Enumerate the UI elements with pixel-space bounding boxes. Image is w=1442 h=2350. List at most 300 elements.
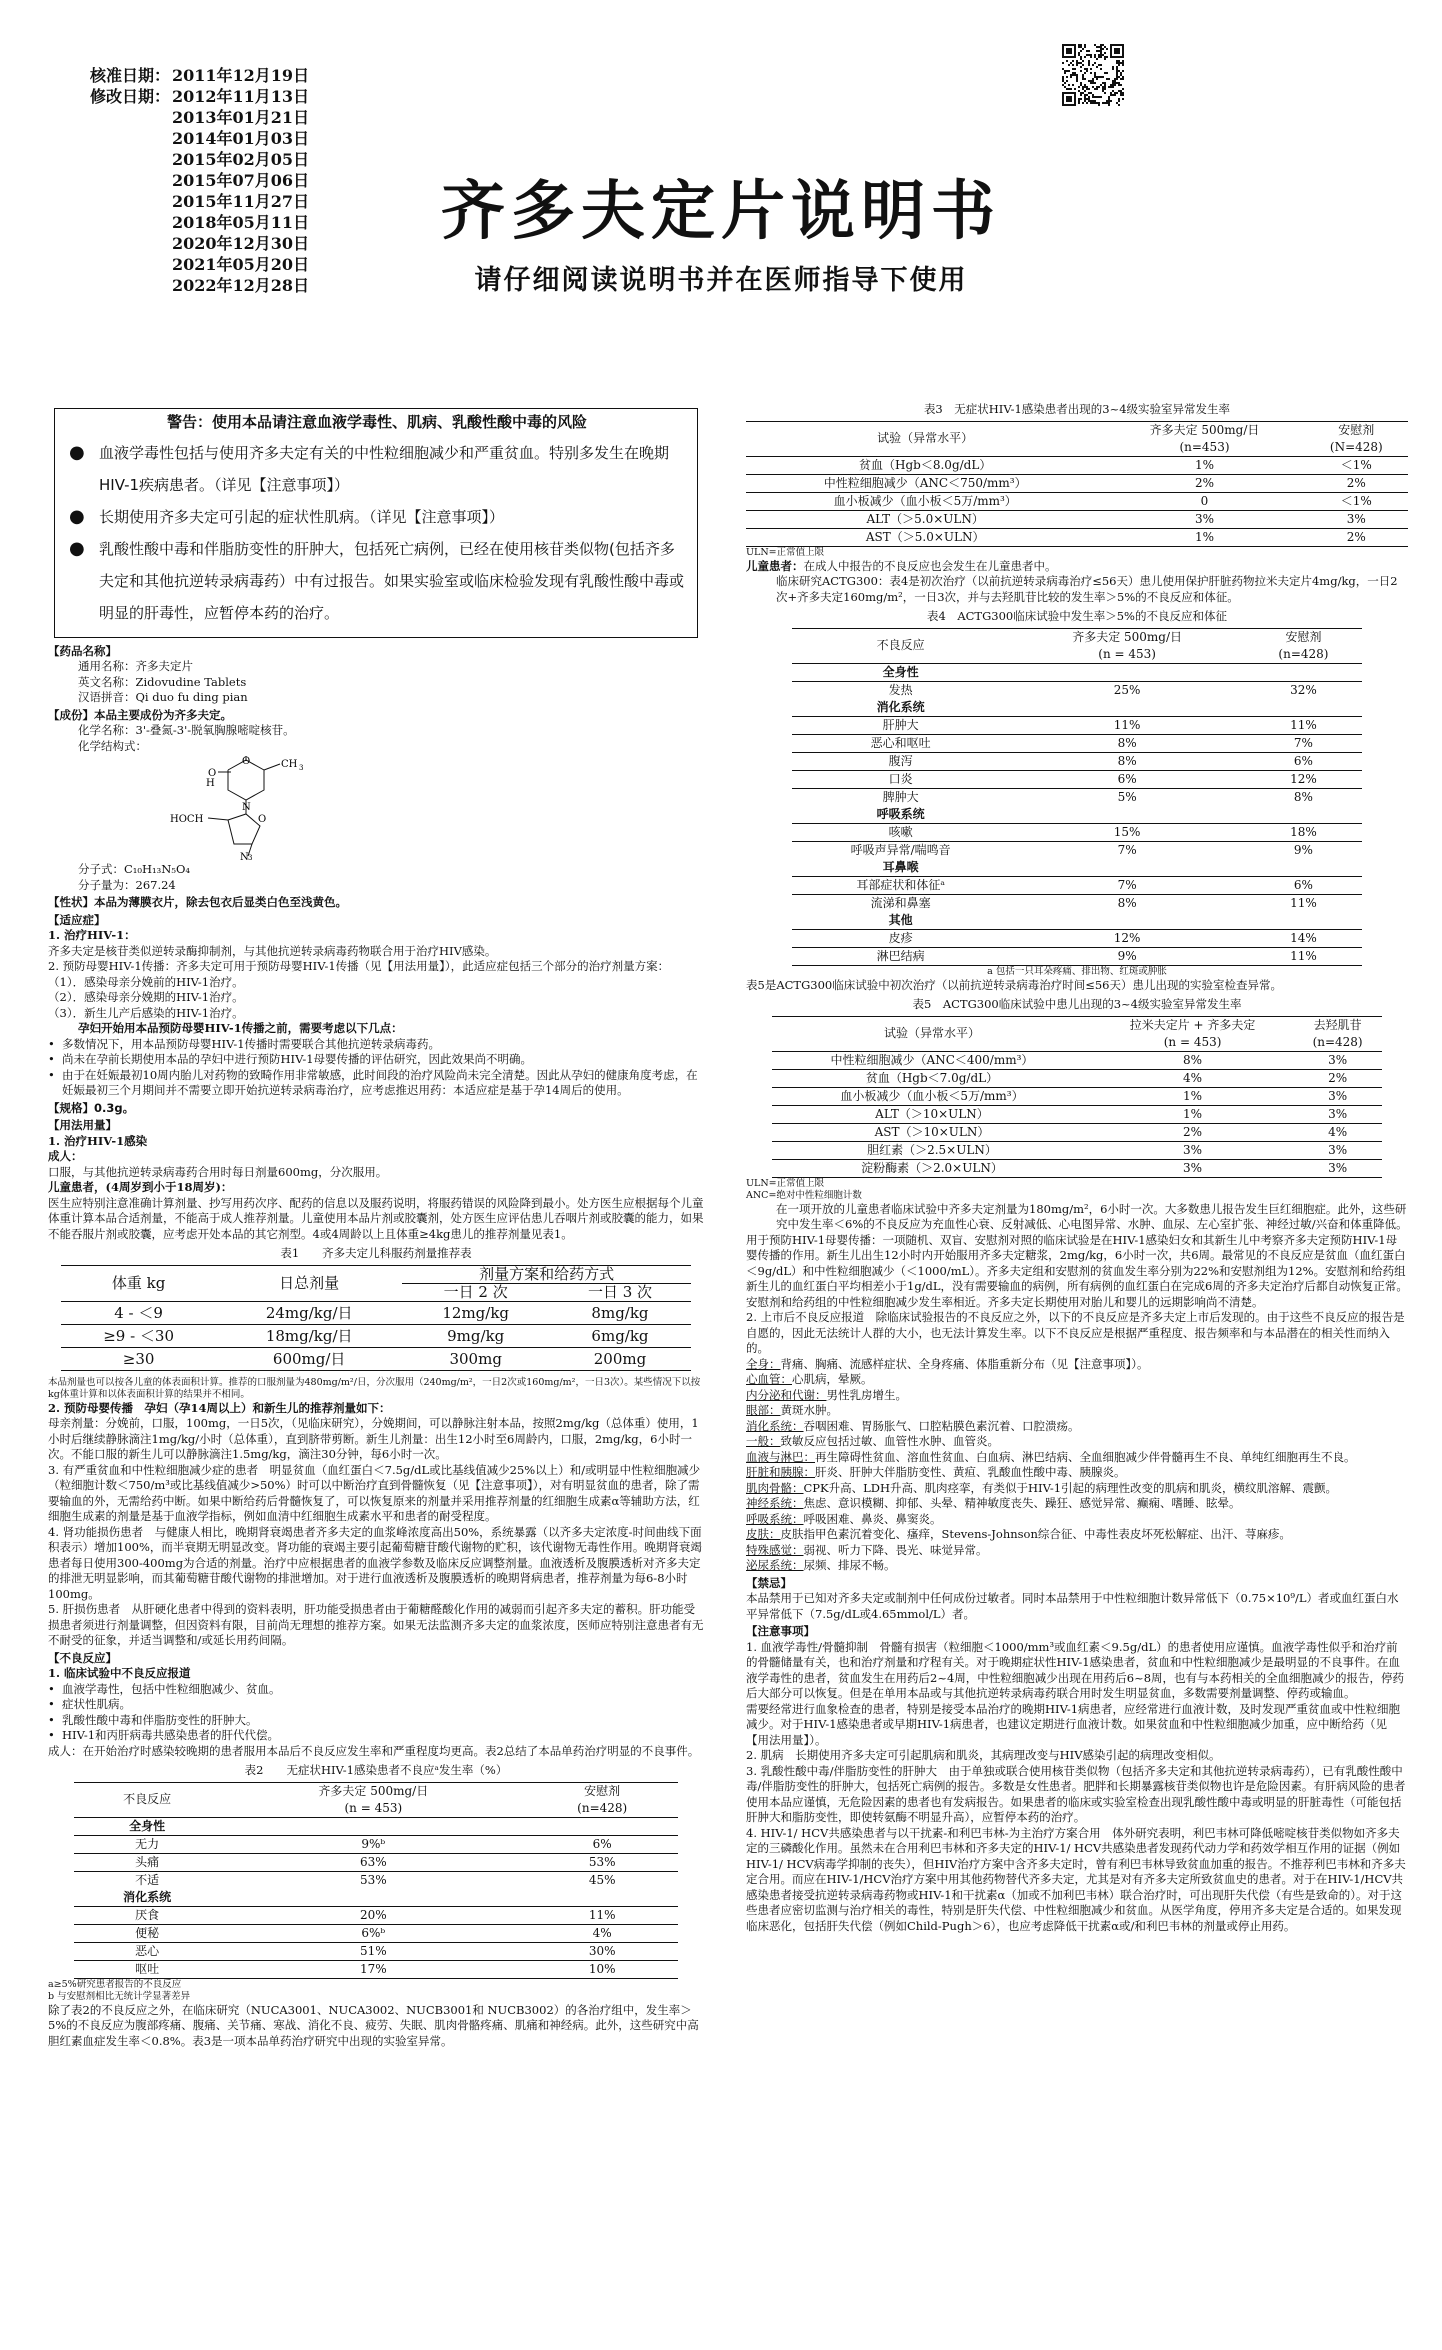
list-item-value: 弱视、听力下降、畏光、味觉异常。 — [803, 1542, 988, 1557]
chemical-structure-diagram — [168, 756, 428, 860]
table-header: 齐多夫定 500mg/日 — [318, 1783, 429, 1798]
struct-label-hn: H — [206, 778, 215, 789]
section-spec: 【规格】0.3g。 — [48, 1100, 135, 1115]
date-value: 2015年07月06日 — [172, 171, 310, 190]
table-cell: 9% — [1009, 947, 1245, 965]
table-cell: 脾肿大 — [792, 788, 1009, 806]
table-cell: 6% — [1245, 752, 1361, 770]
table-header: (n = 453) — [1098, 646, 1156, 661]
chemical-structure — [48, 756, 704, 860]
struct-label-n3: N — [240, 852, 249, 860]
list-item — [746, 1434, 1408, 1450]
table-cell: 200mg — [549, 1347, 691, 1370]
list-item: • HIV-1和丙肝病毒共感染患者的肝代代偿。 — [48, 1728, 280, 1742]
table-cell: ALT（＞10×ULN） — [772, 1105, 1091, 1123]
right-column — [746, 398, 1408, 1934]
table-row — [792, 770, 1361, 788]
date-row — [90, 107, 309, 128]
table-cell: 14% — [1245, 929, 1361, 947]
table-row — [792, 894, 1361, 912]
date-label: 核准日期： — [90, 66, 171, 85]
list-item-value: 致敏反应包括过敏、血管性水肿、血管炎。 — [780, 1434, 999, 1448]
warning-title: 警告：使用本品请注意血液学毒性、肌病、乳酸性酸中毒的风险 — [166, 413, 587, 431]
table-row — [746, 492, 1408, 510]
table-cell: 11% — [1009, 716, 1245, 734]
table5-note: ANC=绝对中性粒细胞计数 — [746, 1189, 862, 1201]
table-cell: 53% — [220, 1871, 527, 1889]
english-name: 英文名称：Zidovudine Tablets — [78, 674, 247, 689]
indication-1: 1. 治疗HIV-1： — [48, 928, 136, 942]
table-cell: 2% — [1091, 1123, 1293, 1141]
date-row — [90, 128, 309, 149]
table-header: 日总剂量 — [279, 1273, 340, 1292]
table-cell: 1% — [1091, 1087, 1293, 1105]
list-item-value: 呼吸困难、鼻炎、鼻窦炎。 — [803, 1511, 942, 1526]
indication-1-text: 齐多夫定是核苷类似逆转录酶抑制剂，与其他抗逆转录病毒药物联合用于治疗HIV感染。 — [48, 943, 497, 958]
table-cell: 300mg — [402, 1347, 549, 1370]
table-row — [772, 1159, 1381, 1177]
table-header: 齐多夫定 500mg/日 — [1072, 629, 1183, 644]
table-header: (n = 453) — [1163, 1034, 1222, 1049]
table-cell: 8% — [1245, 788, 1361, 806]
adverse-1: 1. 临床试验中不良反应报道 — [48, 1666, 191, 1680]
table-group-label: 全身性 — [129, 1818, 166, 1833]
table-cell: AST（＞10×ULN） — [772, 1123, 1091, 1141]
table-header: 体重 kg — [111, 1273, 166, 1292]
table-cell: ALT（＞5.0×ULN） — [746, 510, 1104, 528]
table-group-label: 呼吸系统 — [876, 806, 925, 821]
indication-2-item: （2）．感染母亲分娩期的HIV-1治疗。 — [48, 990, 244, 1004]
list-item-key: 血液与淋巴： — [746, 1449, 815, 1464]
table-cell: 30% — [527, 1942, 678, 1960]
table-cell: 5% — [1009, 788, 1245, 806]
table-cell: 7% — [1245, 734, 1361, 752]
molecular-weight: 分子量为：267.24 — [78, 877, 176, 892]
pinyin-name: 汉语拼音：Qi duo fu ding pian — [78, 690, 248, 704]
table-cell: 8% — [1009, 734, 1245, 752]
table-2 — [74, 1782, 678, 1979]
list-item — [746, 1357, 1408, 1373]
list-item — [746, 1496, 1408, 1512]
list-item-key: 肌肉骨骼： — [746, 1480, 804, 1495]
list-item-value: 吞咽困难、胃肠胀气、口腔粘膜色素沉着、口腔溃疡。 — [803, 1418, 1080, 1433]
table-cell: 600mg/日 — [216, 1347, 402, 1370]
table-5 — [772, 1016, 1381, 1178]
usage-3: 3. 有严重贫血和中性粒细胞减少症的患者 明显贫血（血红蛋白＜7.5g/dL或比基线值减少25%以上）和/或明显中性粒细胞减少（粒细胞计数＜750/m³或比基线值减少>50%）时可以中断治疗直到骨髓恢复（见【注意事项】），对有明显贫血的患者，除了需要输血的外，无需给药中断。如果中断给药后骨髓恢复了，可以恢复原来的剂量并采用推荐剂量的红细胞生成素α等辅助方法，红细胞生成素的剂量是基于血液学指标，例如血清中红细胞生成素水平和患者的耐受程度。 — [48, 1462, 701, 1523]
struct-label-o1: O — [242, 756, 251, 767]
table-group-row — [792, 859, 1361, 877]
list-item-key: 内分泌和代谢： — [746, 1387, 827, 1402]
table-group-label: 其他 — [888, 912, 913, 927]
table-cell: 便秘 — [74, 1924, 220, 1942]
table-cell: 无力 — [74, 1835, 220, 1853]
table-cell: 咳嗽 — [792, 823, 1009, 841]
table-row — [61, 1347, 691, 1370]
table-cell: 发热 — [792, 681, 1009, 699]
table-header: 试验（异常水平） — [877, 431, 974, 445]
list-item — [746, 1465, 1408, 1481]
table-cell: 6mg/kg — [549, 1324, 691, 1347]
pregnancy-heading: 孕妇开始用本品预防母婴HIV-1传播之前，需要考虑以下几点： — [78, 1021, 403, 1035]
table-cell: 8% — [1009, 752, 1245, 770]
section-usage: 【用法用量】 — [48, 1118, 117, 1132]
table-group-label: 全身性 — [882, 664, 919, 679]
table-header: 不良反应 — [876, 638, 925, 652]
table-row — [792, 929, 1361, 947]
table-row — [74, 1853, 678, 1871]
table-cell: 9mg/kg — [402, 1324, 549, 1347]
section-adverse: 【不良反应】 — [48, 1650, 117, 1665]
table-row — [746, 528, 1408, 546]
table-cell: 24mg/kg/日 — [216, 1301, 402, 1324]
table-cell: 4 - ＜9 — [61, 1301, 216, 1324]
table-group-row — [792, 663, 1361, 681]
struct-label-o2: O — [208, 768, 217, 779]
date-label — [90, 128, 172, 149]
date-value: 2015年11月27日 — [172, 192, 310, 211]
list-item: • 乳酸性酸中毒和伴脂肪变性的肝肿大。 — [48, 1712, 258, 1727]
section-drug-name: 【药品名称】 — [48, 643, 117, 658]
table-cell: 淀粉酶素（＞2.0×ULN） — [772, 1159, 1091, 1177]
date-value: 2012年11月13日 — [172, 87, 310, 106]
chemical-structure-label: 化学结构式： — [78, 738, 147, 753]
section-contraindications: 【禁忌】 — [746, 1575, 792, 1590]
table-cell: 皮疹 — [792, 929, 1009, 947]
section-indications: 【适应症】 — [48, 912, 106, 927]
table-cell: 12mg/kg — [402, 1301, 549, 1324]
table-cell: 2% — [1305, 528, 1408, 546]
table-cell: 中性粒细胞减少（ANC＜750/mm³） — [746, 474, 1104, 492]
table-row — [792, 681, 1361, 699]
table-cell: 血小板减少（血小板＜5万/mm³） — [746, 492, 1104, 510]
table-cell: 贫血（Hgb＜7.0g/dL） — [772, 1069, 1091, 1087]
table-row — [74, 1906, 678, 1924]
table-row — [792, 716, 1361, 734]
table-cell: 53% — [527, 1853, 678, 1871]
table-cell: 血小板减少（血小板＜5万/mm³） — [772, 1087, 1091, 1105]
table-cell: 3% — [1294, 1141, 1382, 1159]
table-row — [792, 841, 1361, 859]
table-cell: 呕吐 — [74, 1960, 220, 1978]
table-row — [74, 1960, 678, 1978]
table-header: 试验（异常水平） — [883, 1026, 980, 1040]
date-value: 2020年12月30日 — [172, 234, 310, 253]
table-cell: 20% — [220, 1906, 527, 1924]
table-4 — [792, 628, 1361, 966]
list-item — [746, 1481, 1408, 1497]
table-cell: 10% — [527, 1960, 678, 1978]
table-group-row — [74, 1889, 678, 1907]
list-item — [746, 1543, 1408, 1559]
usage-4: 4. 肾功能损伤患者 与健康人相比，晚期肾衰竭患者齐多夫定的血浆峰浓度高出50%，系统暴露（以齐多夫定浓度-时间曲线下面积表示）增加100%，而半衰期无明显改变。肾功能的衰竭主要引起葡萄糖苷酸代谢物的贮积，该代谢物无毒性作用。晚期肾衰竭患者每日使用300-400mg为合适的剂量。治疗中应根据患者的血液学参数及临床反应调整剂量。血液透析及腹膜透析对齐多夫定的排泄无明显影响，而其葡萄糖苷酸代谢物的排泄增加。对于进行血液透析及腹膜透析的晚期肾病患者，推荐剂量为每6-8小时100mg。 — [48, 1524, 702, 1601]
table-cell: 3% — [1091, 1141, 1293, 1159]
table5-caption: 表5 ACTG300临床试验中患儿出现的3~4级实验室异常发生率 — [912, 997, 1242, 1011]
date-label: 修改日期： — [90, 87, 171, 106]
table-group-row — [792, 806, 1361, 824]
paragraph: 用于预防HIV-1母婴传播：一项随机、双盲、安慰剂对照的临床试验是在HIV-1感染妇女和其新生儿中考察齐多夫定预防HIV-1母婴传播的作用。新生儿出生12小时内开始服用齐多夫定糖浆，2mg/kg，6小时一次，共6周。最常见的不良反应是贫血（血红蛋白＜9g/dL）和中性粒细胞减少（＜1000/mL）。齐多夫定组和安慰剂的贫血发生率分别为22%和安慰剂组为12%。安慰剂和给药组新生儿的血红蛋白平均相差小于1g/dL，没有需要输血的病例，所有病例的血红蛋白在完成6周的齐多夫定治疗后都自动恢复正常。安慰剂和给药组的中性粒细胞减少发生率相近。齐多夫定长期使用对胎儿和婴儿的远期影响尚不清楚。 — [746, 1232, 1408, 1309]
struct-label-ch3-sub: 3 — [299, 764, 304, 772]
table-cell: 7% — [1009, 841, 1245, 859]
struct-label-n: N — [242, 802, 251, 813]
table-cell: 45% — [527, 1871, 678, 1889]
date-label — [90, 107, 172, 128]
usage-5: 5. 肝损伤患者 从肝硬化患者中得到的资料表明，肝功能受损患者由于葡糖醛酸化作用的减弱而引起齐多夫定的蓄积。肝功能受损患者须进行剂量调整，但因资料有限，目前尚无理想的推荐方案。如果无法监测齐多夫定的血浆浓度，医师应特别注意患者有无不耐受的征象，并适当调整和/或延长用药间隔。 — [48, 1602, 704, 1647]
list-item: • 由于在妊娠最初10周内胎儿对药物的致畸作用非常敏感，此时间段的治疗风险尚未完全清楚。因此从孕妇的健康角度考虑，在妊娠最初三个月期间并不需要立即开始抗逆转录病毒治疗，应考虑推迟用药：本适应症是基于孕14周后的使用。 — [48, 1067, 698, 1097]
table5-intro: 表5是ACTG300临床试验中初次治疗（以前抗逆转录病毒治疗时间≤56天）患儿出现的实验室检查异常。 — [746, 977, 1282, 992]
list-item-key: 一般： — [746, 1434, 781, 1448]
struct-label-n3-sub: 3 — [248, 854, 253, 860]
table-cell: 8mg/kg — [549, 1301, 691, 1324]
date-value: 2018年05月11日 — [172, 213, 310, 232]
child-heading: 儿童患者： — [746, 558, 804, 573]
table-cell: 32% — [1245, 681, 1361, 699]
list-item — [746, 1403, 1408, 1419]
table-cell: 17% — [220, 1960, 527, 1978]
list-item: • 血液学毒性，包括中性粒细胞减少、贫血。 — [48, 1681, 281, 1696]
bullet-icon: ● — [69, 505, 85, 527]
struct-label-o3: O — [258, 814, 267, 825]
list-item-key: 特殊感觉： — [746, 1542, 804, 1557]
table-header: (n=428) — [577, 1800, 628, 1815]
table-cell: 3% — [1294, 1105, 1382, 1123]
list-item-key: 消化系统： — [746, 1418, 804, 1433]
table-row — [792, 752, 1361, 770]
table-group-label: 耳鼻喉 — [882, 859, 919, 874]
table-cell: ＜1% — [1305, 492, 1408, 510]
generic-name: 通用名称：齐多夫定片 — [78, 659, 193, 673]
table-3 — [746, 421, 1408, 547]
table-cell: 头痛 — [74, 1853, 220, 1871]
table-row — [792, 947, 1361, 965]
table-cell: 恶心和呕吐 — [792, 734, 1009, 752]
table-cell: ≥30 — [61, 1347, 216, 1370]
warning-item: ● 血液学毒性包括与使用齐多夫定有关的中性粒细胞减少和严重贫血。特别多发生在晚期 HIV-1疾病患者。（详见【注意事项】） — [69, 437, 685, 501]
section-cautions: 【注意事项】 — [746, 1624, 815, 1638]
list-item — [746, 1419, 1408, 1435]
warning-item: ● 乳酸性酸中毒和伴脂肪变性的肝肿大，包括死亡病例，已经在使用核苷类似物(包括齐多夫定和其他抗逆转录病毒药）中有过报告。如果实验室或临床检验发现有乳酸性酸中毒或明显的肝毒性，应暂停本药的治疗。 — [69, 533, 685, 629]
table-row — [772, 1051, 1381, 1069]
date-value: 2022年12月28日 — [172, 276, 310, 295]
qr-code-icon — [1062, 44, 1124, 106]
table-cell: 2% — [1104, 474, 1304, 492]
caution-1: 1. 血液学毒性/骨髓抑制 骨髓有损害（粒细胞＜1000/mm³或血红素＜9.5g/dL）的患者使用应谨慎。血液学毒性似乎和治疗前的骨髓储量有关，也和治疗剂量和疗程有关。对于晚期症状性HIV-1感染患者，贫血和中性粒细胞减少是最明显的不良事件。在血液学毒性的患者，贫血发生在用药后2~4周，中性粒细胞减少出现在用药后6~8周，也有与本药相关的全血细胞减少的报告，停药后大部分可以恢复。但是在单用本品或与其他抗逆转录病毒药联合用时发生明显贫血，多数需要剂量调整、停药或输血。 — [746, 1639, 1405, 1700]
date-row — [90, 86, 309, 107]
table-cell: 4% — [1294, 1123, 1382, 1141]
table-cell: 9% — [1245, 841, 1361, 859]
table-cell: 15% — [1009, 823, 1245, 841]
indication-2-item: （1）．感染母亲分娩前的HIV-1治疗。 — [48, 974, 244, 989]
table-cell: 11% — [527, 1906, 678, 1924]
table-cell: 6% — [1245, 876, 1361, 894]
adult-heading: 成人： — [48, 1149, 83, 1163]
table-cell: 胆红素（＞2.5×ULN） — [772, 1141, 1091, 1159]
table-header: 拉米夫定片 + 齐多夫定 — [1129, 1017, 1256, 1032]
table-row — [792, 823, 1361, 841]
table-group-row — [74, 1817, 678, 1835]
page-subtitle: 请仔细阅读说明书并在医师指导下使用 — [474, 265, 968, 296]
table-cell: 口炎 — [792, 770, 1009, 788]
table-row — [772, 1069, 1381, 1087]
table5-note: ULN=正常值上限 — [746, 1177, 825, 1189]
table-row — [772, 1141, 1381, 1159]
paragraph: 2. 上市后不良反应报道 除临床试验报告的不良反应之外，以下的不良反应是齐多夫定上市后发现的。由于这些不良反应的报告是自愿的，因此无法统计人群的大小，也无法计算发生率。以下不良反应是根据严重程度、报告频率和与本品潜在的相关性而纳入的。 — [746, 1310, 1405, 1355]
table2-note: a≥5%研究患者报告的不良反应 — [48, 1978, 182, 1990]
table-cell: 0 — [1104, 492, 1304, 510]
table-cell: 9%ᵇ — [220, 1835, 527, 1853]
table-cell: 12% — [1009, 929, 1245, 947]
table-cell: 25% — [1009, 681, 1245, 699]
indication-2: 2. 预防母婴HIV-1传播：齐多夫定可用于预防母婴HIV-1传播（见【用法用量】），此适应症包括三个部分的治疗剂量方案： — [48, 959, 670, 973]
table-row — [74, 1924, 678, 1942]
list-item: • 尚未在孕前长期使用本品的孕妇中进行预防HIV-1母婴传播的评估研究，因此效果尚不明确。 — [48, 1052, 533, 1066]
table2-caption: 表2 无症状HIV-1感染患者不良应ᵃ发生率（%） — [244, 1763, 508, 1777]
table-header: 一日 3 次 — [587, 1282, 653, 1301]
table-cell: 11% — [1245, 716, 1361, 734]
caution-2: 2. 肌病 长期使用齐多夫定可引起肌病和肌炎，其病理改变与HIV感染引起的病理改变相似。 — [746, 1748, 1221, 1762]
list-item-key: 全身： — [746, 1356, 781, 1371]
table-cell: 3% — [1294, 1159, 1382, 1177]
warning-item: ● 长期使用齐多夫定可引起的症状性肌病。（详见【注意事项】） — [69, 501, 685, 533]
table-cell: 7% — [1009, 876, 1245, 894]
contraindications-text: 本品禁用于已知对齐多夫定或制剂中任何成份过敏者。同时本品禁用于中性粒细胞计数异常低下（0.75×10⁹/L）者或血红蛋白水平异常低下（7.5g/dL或4.65mmol/L）者。 — [746, 1591, 1399, 1621]
section-traits: 【性状】本品为薄膜衣片，除去包衣后显类白色至浅黄色。 — [48, 895, 347, 909]
table-header: (n=428) — [1312, 1034, 1363, 1049]
bullet-icon: ● — [69, 441, 85, 463]
table-cell: 厌食 — [74, 1906, 220, 1924]
table-cell: 51% — [220, 1942, 527, 1960]
table3-caption: 表3 无症状HIV-1感染患者出现的3~4级实验室异常发生率 — [923, 402, 1231, 416]
table-row — [746, 510, 1408, 528]
list-item-key: 眼部： — [746, 1403, 781, 1417]
left-column — [48, 408, 704, 2049]
table1-note: 本品剂量也可以按各儿童的体表面积计算。推荐的口服剂量为480mg/m²/日，分次服用（240mg/m²，一日2次或160mg/m²，一日3次）。某些情况下以按kg体重计算和以体表面积计算的结果并不相同。 — [48, 1376, 701, 1400]
table-row — [74, 1871, 678, 1889]
table-row — [746, 456, 1408, 474]
table-cell: 18% — [1245, 823, 1361, 841]
table-row — [792, 734, 1361, 752]
usage-1: 1. 治疗HIV-1感染 — [48, 1133, 148, 1148]
table-header: (n=453) — [1179, 439, 1230, 454]
table-row — [772, 1087, 1381, 1105]
table-cell: 12% — [1245, 770, 1361, 788]
table-cell: 18mg/kg/日 — [216, 1324, 402, 1347]
table-cell: 不适 — [74, 1871, 220, 1889]
table-cell: ≥9 - ＜30 — [61, 1324, 216, 1347]
table-cell: 3% — [1294, 1051, 1382, 1069]
table-row — [746, 474, 1408, 492]
table2-note: b 与安慰剂相比无统计学显著差异 — [48, 1990, 191, 2002]
table-header: 齐多夫定 500mg/日 — [1149, 422, 1260, 437]
molecular-formula: 分子式：C₁₀H₁₃N₅O₄ — [78, 862, 190, 876]
table-cell: 1% — [1104, 528, 1304, 546]
struct-label-hoch2: HOCH — [170, 814, 204, 825]
table-cell: 8% — [1091, 1051, 1293, 1069]
table-cell: 3% — [1294, 1087, 1382, 1105]
page-title: 齐多夫定片说明书 — [441, 174, 1001, 249]
table-cell: 63% — [220, 1853, 527, 1871]
warning-box — [54, 408, 698, 638]
table-group-row — [792, 699, 1361, 717]
date-row — [90, 65, 309, 86]
list-item-value: 黄斑水肿。 — [780, 1403, 838, 1417]
date-value: 2014年01月03日 — [172, 129, 310, 148]
table-cell: 腹泻 — [792, 752, 1009, 770]
table1-caption: 表1 齐多夫定儿科服药剂量推荐表 — [280, 1246, 472, 1260]
caution-1b: 需要经常进行血象检查的患者，特别是接受本品治疗的晚期HIV-1病患者，应经常进行血液计数，及时发现严重贫血或中性粒细胞减少。对于HIV-1感染患者或早期HIV-1病患者，也建议定期进行血液计数。如果贫血和中性粒细胞减少加重，应中断给药（见【用法用量】）。 — [746, 1701, 1401, 1747]
table-1 — [61, 1265, 691, 1371]
table-cell: ＜1% — [1305, 456, 1408, 474]
caution-3: 3. 乳酸性酸中毒/伴脂肪变性的肝肿大 由于单独或联合使用核苷类似物（包括齐多夫定和其他抗逆转录病毒药），已有乳酸性酸中毒/伴脂肪变性的肝肿大，包括死亡病例的报告。多数是女性患者。肥胖和长期暴露核苷类似物也许是危险因素。有肝病风险的患者使用本品应谨慎，无危险因素的患者也有发病报告。如果患者的临床或实验室检查出现乳酸性酸中毒或明显的肝脏毒性（可能包括肝肿大和脂肪变性，即使转氨酶不明显升高），应暂停本药的治疗。 — [746, 1763, 1406, 1824]
table-cell: 8% — [1009, 894, 1245, 912]
date-value: 2011年12月19日 — [172, 66, 310, 85]
list-item-value: CPK升高、LDH升高、肌肉痉挛，有类似于HIV-1引起的病理性改变的肌病和肌炎，横纹肌溶解、震颤。 — [803, 1480, 1338, 1495]
table-cell: 6%ᵇ — [220, 1924, 527, 1942]
table-cell: 流涕和鼻塞 — [792, 894, 1009, 912]
table-cell: AST（＞5.0×ULN） — [746, 528, 1104, 546]
table-group-row — [792, 912, 1361, 930]
table-row — [772, 1105, 1381, 1123]
table-cell: 1% — [1104, 456, 1304, 474]
table-cell: 淋巴结病 — [792, 947, 1009, 965]
table3-note: ULN=正常值上限 — [746, 546, 825, 558]
indication-2-item: （3）．新生儿产后感染的HIV-1治疗。 — [48, 1005, 244, 1020]
table-cell: 2% — [1305, 474, 1408, 492]
list-item-key: 神经系统： — [746, 1496, 804, 1510]
table-cell: 3% — [1091, 1159, 1293, 1177]
table-cell: 6% — [1009, 770, 1245, 788]
table-header: 安慰剂 — [584, 1783, 621, 1798]
table-header: (n=428) — [1278, 646, 1329, 661]
table-row — [74, 1835, 678, 1853]
table-cell: 肝肿大 — [792, 716, 1009, 734]
list-item-value: 心肌病，晕厥。 — [792, 1372, 873, 1386]
list-item-value: 肝炎、肝肿大伴脂肪变性、黄疸、乳酸血性酸中毒、胰腺炎。 — [815, 1465, 1126, 1479]
list-item-key: 心血管： — [746, 1372, 792, 1386]
table-header: 安慰剂 — [1285, 629, 1322, 644]
table-cell: 呼吸声异常/喘鸣音 — [792, 841, 1009, 859]
table2-after: 除了表2的不良反应之外，在临床研究（NUCA3001、NUCA3002、NUCB3001和 NUCB3002）的各治疗组中，发生率＞5%的不良反应为腹部疼痛、腹痛、关节痛、寒战、消化不良、疲劳、失眠、肌肉骨骼疼痛、肌痛和神经病。此外，这些研究中高胆红素血症发生率＜0.8%。表3是一项本品单药治疗研究中出现的实验室异常。 — [48, 2002, 699, 2048]
table-cell: 2% — [1294, 1069, 1382, 1087]
table-header: (N=428) — [1329, 439, 1383, 454]
table-header: 剂量方案和给药方式 — [402, 1265, 691, 1283]
date-value: 2013年01月21日 — [172, 108, 310, 127]
list-item-value: 尿频、排尿不畅。 — [803, 1558, 896, 1572]
postmarketing-list — [746, 1357, 1408, 1574]
paragraph: 在一项开放的儿童患者临床试验中齐多夫定剂量为180mg/m²，6小时一次。大多数患儿报告发生巨红细胞症。此外，这些研究中发生率＜6%的不良反应为充血性心衰、反射减低、心电图异常、水肿、血尿、左心室扩张、神经过敏/兴奋和体重降低。 — [776, 1201, 1408, 1231]
table4-note: a 包括一只耳朵疼痛、排出物、红斑或肿胀 — [987, 965, 1167, 977]
list-item — [746, 1512, 1408, 1528]
list-item: • 多数情况下，用本品预防母婴HIV-1传播时需要联合其他抗逆转录病毒药。 — [48, 1036, 441, 1051]
list-item — [746, 1450, 1408, 1466]
usage-2-text: 母亲剂量：分娩前，口服，100mg，一日5次，（见临床研究），分娩期间，可以静脉注射本品，按照2mg/kg（总体重）使用，1小时后继续静脉滴注1mg/kg/小时（总体重），直到脐带剪断。新生儿剂量：出生12小时至6周龄内，口服，2mg/kg，6小时一次。不能口服的新生儿可以静脉滴注1.5mg/kg，滴注30分钟，每6小时一次。 — [48, 1416, 699, 1461]
table-row — [772, 1123, 1381, 1141]
table-header: 一日 2 次 — [443, 1282, 508, 1301]
adult-text: 口服，与其他抗逆转录病毒药合用时每日剂量600mg，分次服用。 — [48, 1164, 388, 1179]
table-row — [792, 788, 1361, 806]
list-item-key: 泌尿系统： — [746, 1558, 804, 1572]
table4-caption: 表4 ACTG300临床试验中发生率＞5%的不良反应和体征 — [927, 609, 1227, 623]
table-cell: 6% — [527, 1835, 678, 1853]
table-cell: 4% — [1091, 1069, 1293, 1087]
list-item-value: 再生障碍性贫血、溶血性贫血、白血病、淋巴结病、全血细胞减少伴骨髓再生不良、单纯红细胞再生不良。 — [815, 1449, 1356, 1464]
chemical-name: 化学名称：3'-叠氮-3'-脱氧胸腺嘧啶核苷。 — [78, 723, 295, 737]
table-cell: 中性粒细胞减少（ANC＜400/mm³） — [772, 1051, 1091, 1069]
list-item-value: 皮肤指甲色素沉着变化、瘙痒，Stevens-Johnson综合征、中毒性表皮坏死松解症、出汗、荨麻疹。 — [780, 1527, 1291, 1541]
table-cell: 11% — [1245, 947, 1361, 965]
list-item — [746, 1388, 1408, 1404]
list-item-value: 背痛、胸痛、流感样症状、全身疼痛、体脂重新分布（见【注意事项】）。 — [780, 1356, 1149, 1371]
adverse-adult-text: 成人：在开始治疗时感染较晚期的患者服用本品后不良反应发生率和严重程度均更高。表2总结了本品单药治疗明显的不良事件。 — [48, 1743, 700, 1758]
